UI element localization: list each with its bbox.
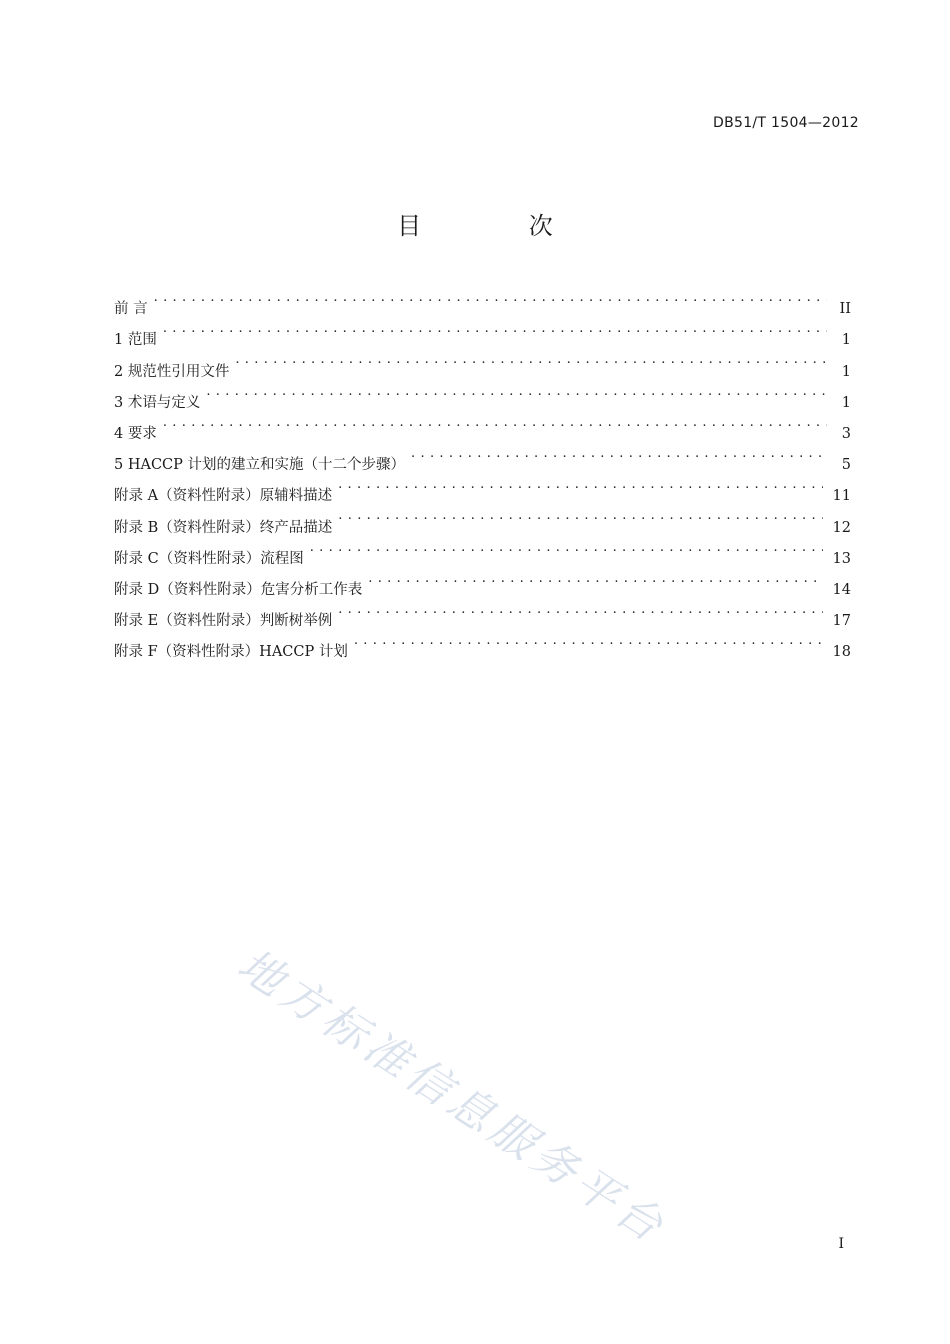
toc-entry-requirements[interactable] bbox=[114, 407, 851, 442]
toc-entry-page: 3 bbox=[841, 425, 851, 442]
toc-leader-dots bbox=[354, 625, 823, 656]
toc-entry-label: 5 HACCP 计划的建立和实施（十二个步骤） bbox=[114, 457, 406, 474]
toc-entry-page: 1 bbox=[841, 363, 851, 380]
standard-code: DB51/T 1504—2012 bbox=[713, 115, 859, 131]
toc-entry-label: 前 言 bbox=[114, 301, 148, 318]
toc-leader-dots bbox=[154, 282, 827, 313]
toc-entry-normative-references[interactable] bbox=[114, 344, 851, 380]
toc-entry-page: 1 bbox=[841, 332, 851, 349]
toc-entry-label: 附录 C（资料性附录）流程图 bbox=[114, 550, 304, 567]
toc-entry-foreword[interactable] bbox=[114, 282, 851, 318]
toc-entry-label: 附录 B（资料性附录）终产品描述 bbox=[114, 519, 333, 536]
toc-entry-scope[interactable] bbox=[114, 313, 851, 349]
toc-entry-label: 附录 D（资料性附录）危害分析工作表 bbox=[114, 581, 363, 598]
page-title: 目 次 bbox=[397, 212, 603, 240]
toc-leader-dots bbox=[338, 469, 822, 500]
toc-entry-label: 3 术语与定义 bbox=[114, 394, 201, 411]
toc-leader-dots bbox=[235, 344, 827, 375]
toc-entry-page: II bbox=[839, 301, 851, 318]
toc-leader-dots bbox=[411, 438, 827, 469]
page-number: I bbox=[838, 1236, 844, 1252]
toc-entry-page: 14 bbox=[832, 581, 851, 598]
toc-entry-label: 1 范围 bbox=[114, 332, 157, 349]
toc-entry-label: 4 要求 bbox=[114, 425, 157, 442]
toc-entry-label: 附录 A（资料性附录）原辅料描述 bbox=[114, 488, 333, 505]
toc-leader-dots bbox=[310, 532, 823, 563]
toc-leader-dots bbox=[206, 376, 827, 407]
toc-entry-label: 2 规范性引用文件 bbox=[114, 363, 230, 380]
toc-leader-dots bbox=[338, 500, 822, 531]
toc-entry-label: 附录 E（资料性附录）判断树举例 bbox=[114, 613, 333, 630]
toc-entry-haccp-plan-steps[interactable] bbox=[114, 438, 851, 474]
toc-entry-page: 11 bbox=[832, 488, 851, 505]
toc-entry-label: 附录 F（资料性附录）HACCP 计划 bbox=[114, 644, 348, 661]
toc-leader-dots bbox=[338, 594, 822, 625]
toc-leader-dots bbox=[163, 407, 827, 438]
toc-entry-page: 5 bbox=[841, 457, 851, 474]
toc-entry-page: 17 bbox=[832, 613, 851, 630]
toc-leader-dots bbox=[163, 313, 827, 344]
toc-entry-page: 1 bbox=[841, 394, 851, 411]
toc-entry-page: 18 bbox=[832, 644, 851, 661]
toc-entry-page: 13 bbox=[832, 550, 851, 567]
toc-entry-page: 12 bbox=[832, 519, 851, 536]
toc-entry-terms[interactable] bbox=[114, 376, 851, 411]
watermark: 地方标准信息服务平台 bbox=[228, 939, 676, 1255]
table-of-contents bbox=[114, 282, 851, 661]
toc-leader-dots bbox=[368, 563, 822, 594]
